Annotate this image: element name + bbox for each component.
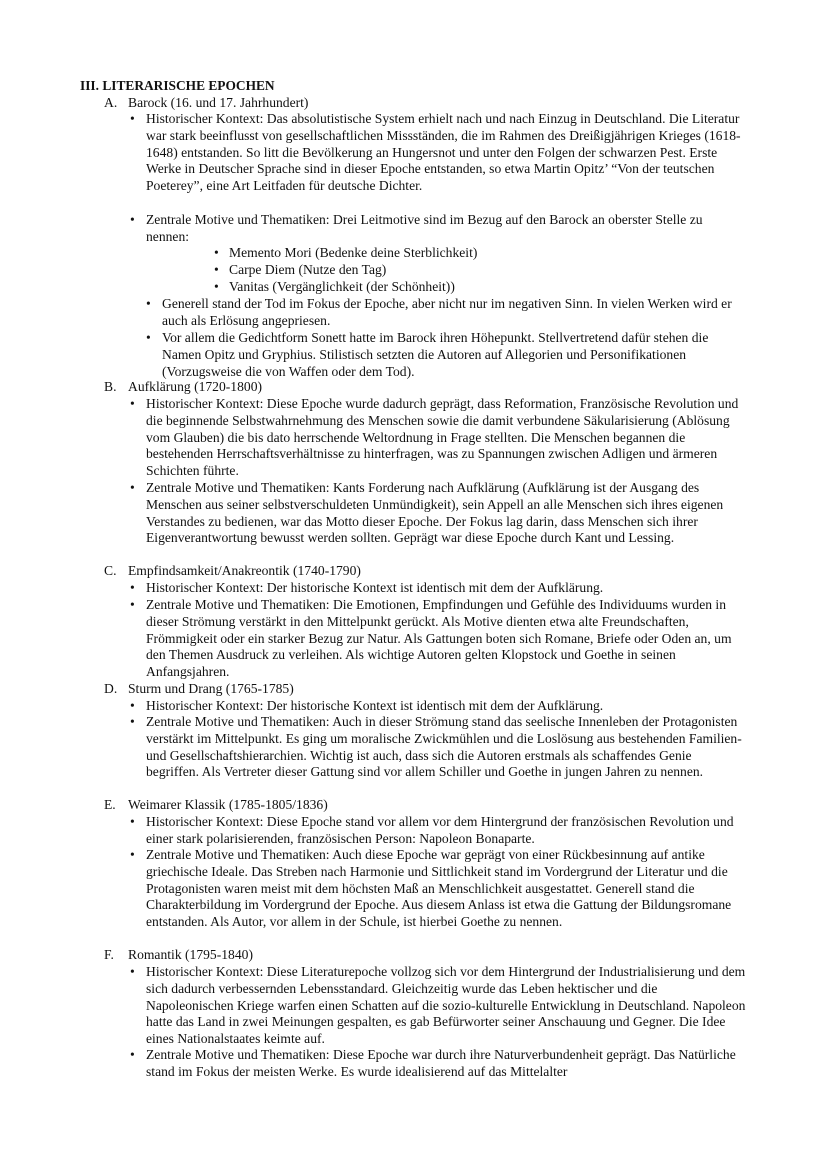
epoch-f-title: Romantik (1795-1840) bbox=[128, 947, 253, 962]
epoch-b-context: • Historischer Kontext: Diese Epoche wurde dadurch geprägt, dass Reformation, Französische Revolution und die beginnende Selbstwahrnehmung des Menschen sowie die damit verbundene Säkularisierung (Ablösung vom Glauben) die bis dato herrschende Weltordnung in Frage stellten. Die Menschen begannen die bestehenden Herrschaftsverhältnisse zu hinterfragen, was zu Spannungen zwischen Adligen und ärmeren Schichten führte. bbox=[146, 396, 746, 480]
epoch-c-context: • Historischer Kontext: Der historische Kontext ist identisch mit dem der Aufklärung. bbox=[146, 580, 746, 597]
epoch-d-title: Sturm und Drang (1765-1785) bbox=[128, 681, 294, 696]
epoch-a-motif-1: • Memento Mori (Bedenke deine Sterblichkeit) bbox=[229, 245, 477, 262]
epoch-a-sonnet-note: • Vor allem die Gedichtform Sonett hatte im Barock ihren Höhepunkt. Stellvertretend dafür stehen die Namen Opitz und Gryphius. Stilistisch setzten die Autoren auf Allegorien und Personifikationen (Vorzugsweise die von Waffen oder dem Tod). bbox=[162, 330, 746, 380]
epoch-a-title: Barock (16. und 17. Jahrhundert) bbox=[128, 95, 309, 110]
epoch-a-letter: A. bbox=[104, 95, 118, 110]
section-heading: III. LITERARISCHE EPOCHEN bbox=[80, 78, 275, 93]
epoch-b-motifs: • Zentrale Motive und Thematiken: Kants Forderung nach Aufklärung (Aufklärung ist der Ausgang des Menschen aus seiner selbstverschuldeten Unmündigkeit), sein Appell an alle Menschen sich ihres eigenen Verstandes zu bedienen, war das Motto dieser Epoche. Der Fokus lag darin, dass Menschen sich ihrer Eigenverantwortung bewusst werden sollten. Geprägt war diese Epoche durch Kant und Lessing. bbox=[146, 480, 746, 547]
epoch-a-motif-3: • Vanitas (Vergänglichkeit (der Schönheit)) bbox=[229, 279, 455, 296]
epoch-b-letter: B. bbox=[104, 379, 117, 394]
epoch-f-context: • Historischer Kontext: Diese Literaturepoche vollzog sich vor dem Hintergrund der Industrialisierung und dem sich dadurch verbessernden Lebensstandard. Gleichzeitig wurde das Leben hektischer und die Napoleonischen Kriege warfen einen Schatten auf die sozio-kulturelle Entwicklung in Deutschland. Napoleon hatte das Land in zwei Meinungen gespalten, es gab Befürworter seiner Anschauung und Gegner. Die Idee eines Nationalstaates keimte auf. bbox=[146, 964, 746, 1048]
epoch-e-context: • Historischer Kontext: Diese Epoche stand vor allem vor dem Hintergrund der französischen Revolution und einer stark polarisierenden, französischen Person: Napoleon Bonaparte. bbox=[146, 814, 746, 848]
epoch-e-motifs: • Zentrale Motive und Thematiken: Auch diese Epoche war geprägt von einer Rückbesinnung auf antike griechische Ideale. Das Streben nach Harmonie und Sittlichkeit stand im Vordergrund der Literatur und die Protagonisten waren meist mit dem höchsten Maß an Menschlichkeit ausgestattet. Generell stand die Charakterbildung im Vordergrund der Epoche. Aus diesem Anlass ist etwa die Gattung der Bildungsromane entstanden. Als Autor, vor allem in der Schule, ist hierbei Goethe zu nennen. bbox=[146, 847, 746, 931]
epoch-d-motifs: • Zentrale Motive und Thematiken: Auch in dieser Strömung stand das seelische Innenleben der Protagonisten verstärkt im Mittelpunkt. Es ging um moralische Zwickmühlen und die Loslösung aus bestehenden Familien- und Gesellschaftshierarchien. Wichtig ist auch, dass sich die Autoren erstmals als schaffendes Genie begriffen. Als Vertreter dieser Gattung sind vor allem Schiller und Goethe in jungen Jahren zu nennen. bbox=[146, 714, 746, 781]
epoch-e-letter: E. bbox=[104, 797, 116, 812]
epoch-c-letter: C. bbox=[104, 563, 117, 578]
epoch-c-title: Empfindsamkeit/Anakreontik (1740-1790) bbox=[128, 563, 361, 578]
epoch-f-motifs: • Zentrale Motive und Thematiken: Diese Epoche war durch ihre Naturverbundenheit geprägt. Das Natürliche stand im Fokus der meisten Werke. Es wurde idealisierend auf das Mittelalter bbox=[146, 1047, 746, 1081]
epoch-b-title: Aufklärung (1720-1800) bbox=[128, 379, 263, 394]
epoch-a-motif-2: • Carpe Diem (Nutze den Tag) bbox=[229, 262, 386, 279]
epoch-a-motifs-intro: • Zentrale Motive und Thematiken: Drei Leitmotive sind im Bezug auf den Barock an oberster Stelle zu nennen: bbox=[146, 212, 746, 246]
epoch-d-context: • Historischer Kontext: Der historische Kontext ist identisch mit dem der Aufklärung. bbox=[146, 698, 746, 715]
epoch-e-title: Weimarer Klassik (1785-1805/1836) bbox=[128, 797, 328, 812]
epoch-c-motifs: • Zentrale Motive und Thematiken: Die Emotionen, Empfindungen und Gefühle des Individuums wurden in dieser Strömung verstärkt in den Mittelpunkt gerückt. Als Motive dienten etwa alte Freundschaften, Frömmigkeit oder ein starker Bezug zur Natur. Als Gattungen boten sich Romane, Briefe oder Oden an, um den Themen Ausdruck zu verleihen. Als wichtige Autoren gelten Klopstock und Goethe in seinen Anfangsjahren. bbox=[146, 597, 746, 681]
epoch-f-letter: F. bbox=[104, 947, 114, 962]
epoch-d-letter: D. bbox=[104, 681, 118, 696]
epoch-a-death-note: • Generell stand der Tod im Fokus der Epoche, aber nicht nur im negativen Sinn. In vielen Werken wird er auch als Erlösung angepriesen. bbox=[162, 296, 746, 330]
epoch-a-context: • Historischer Kontext: Das absolutistische System erhielt nach und nach Einzug in Deutschland. Die Literatur war stark beeinflusst von gesellschaftlichen Missständen, die im Rahmen des Dreißigjährigen Krieges (1618-1648) entstanden. So litt die Bevölkerung an Hungersnot und unter den Folgen der schwarzen Pest. Erste Werke in Deutscher Sprache sind in dieser Epoche entstanden, so etwa Martin Opitz’ “Von der teutschen Poeterey”, eine Art Leitfaden für deutsche Dichter. bbox=[146, 111, 746, 195]
